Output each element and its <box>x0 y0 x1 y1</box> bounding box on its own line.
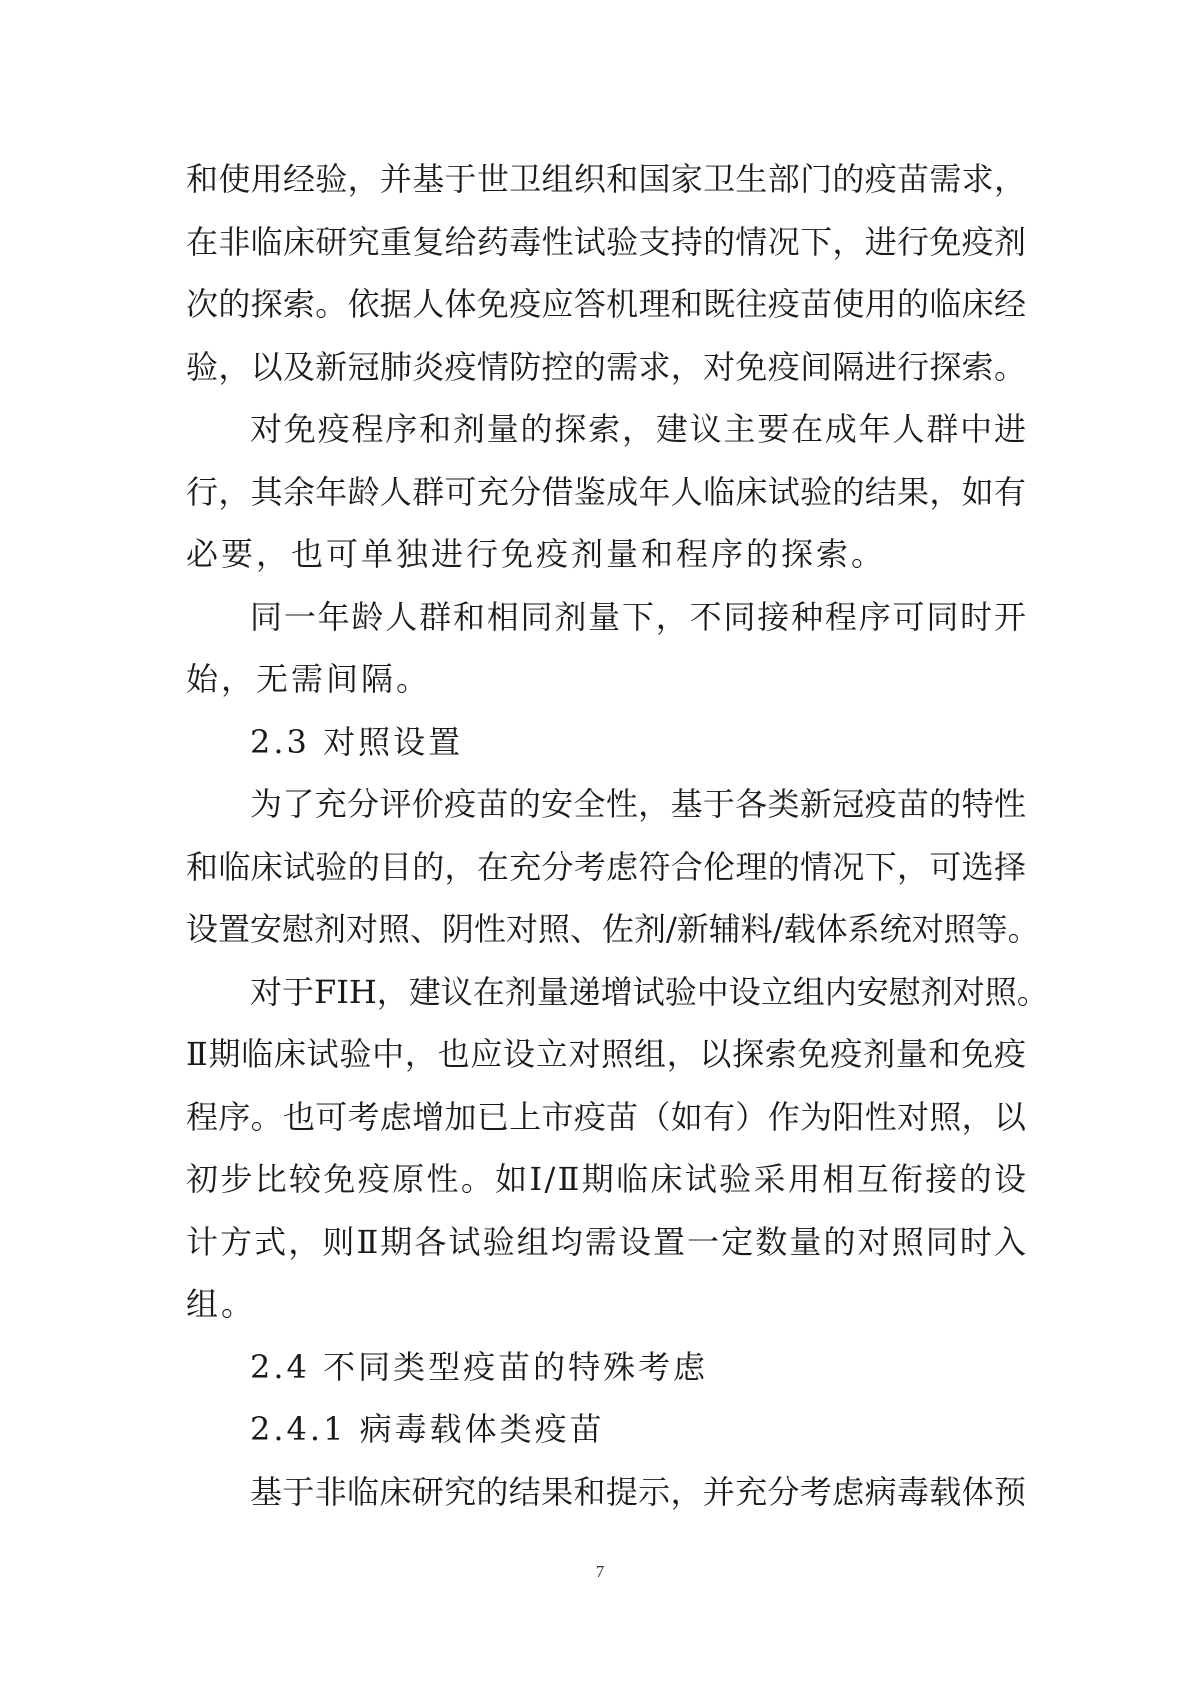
text-line: 基于非临床研究的结果和提示，并充分考虑病毒载体预 <box>250 1472 1026 1511</box>
text-line: 在非临床研究重复给药毒性试验支持的情况下，进行免疫剂 <box>186 222 1026 261</box>
text-line: 行，其余年龄人群可充分借鉴成年人临床试验的结果，如有 <box>186 472 1026 511</box>
text-line: 初步比较免疫原性。如Ⅰ/Ⅱ期临床试验采用相互衔接的设 <box>186 1160 1026 1198</box>
text-line: 同一年龄人群和相同剂量下，不同接种程序可同时开 <box>250 597 1026 636</box>
text-line: 对于FIH，建议在剂量递增试验中设立组内安慰剂对照。 <box>250 972 1049 1011</box>
text-line: 程序。也可考虑增加已上市疫苗（如有）作为阳性对照，以 <box>186 1097 1026 1136</box>
text-line: 对免疫程序和剂量的探索，建议主要在成年人群中进 <box>250 410 1026 448</box>
text-line: 2.4.1 病毒载体类疫苗 <box>250 1410 605 1448</box>
text-line: 2.3 对照设置 <box>250 722 464 761</box>
text-line: 设置安慰剂对照、阴性对照、佐剂/新辅料/载体系统对照等。 <box>186 910 1040 948</box>
text-line: 必要，也可单独进行免疫剂量和程序的探索。 <box>186 535 887 573</box>
body-text <box>186 148 1049 1523</box>
text-line: 和临床试验的目的，在充分考虑符合伦理的情况下，可选择 <box>186 847 1026 886</box>
text-line: 始，无需间隔。 <box>186 660 432 698</box>
text-line: 为了充分评价疫苗的安全性，基于各类新冠疫苗的特性 <box>250 785 1026 823</box>
text-line: 验，以及新冠肺炎疫情防控的需求，对免疫间隔进行探索。 <box>186 347 1026 386</box>
text-line: 计方式，则Ⅱ期各试验组均需设置一定数量的对照同时入 <box>186 1222 1026 1261</box>
text-line: Ⅱ期临床试验中，也应设立对照组，以探索免疫剂量和免疫 <box>186 1035 1026 1073</box>
text-line: 2.4 不同类型疫苗的特殊考虑 <box>250 1347 709 1386</box>
page-number: 7 <box>595 1562 605 1581</box>
text-line: 次的探索。依据人体免疫应答机理和既往疫苗使用的临床经 <box>186 285 1026 323</box>
text-line: 和使用经验，并基于世卫组织和国家卫生部门的疫苗需求， <box>186 160 1026 198</box>
text-line: 组。 <box>186 1285 257 1323</box>
